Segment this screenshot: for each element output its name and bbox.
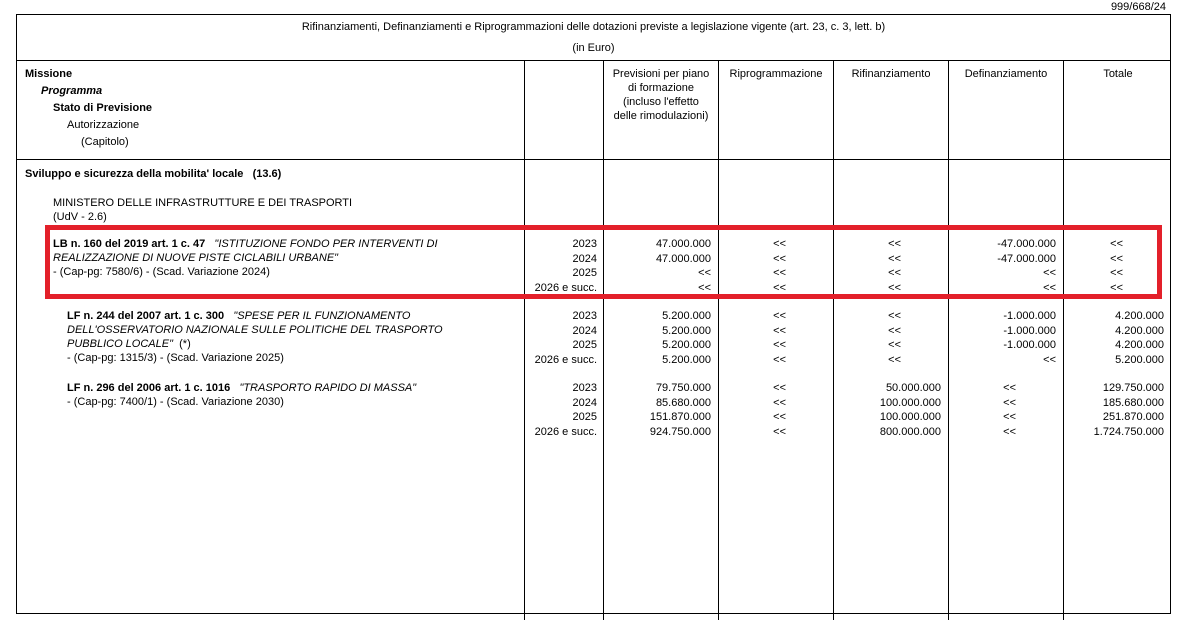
col-divider-previsioni bbox=[603, 60, 604, 620]
header-stato: Stato di Previsione bbox=[53, 102, 153, 114]
col-divider-riprogrammazione bbox=[718, 60, 719, 620]
document-id: 999/668/24 bbox=[1110, 1, 1166, 13]
previsioni-cell: 5.200.000 bbox=[662, 324, 711, 337]
entry-desc: "ISTITUZIONE FONDO PER INTERVENTI DI bbox=[214, 238, 438, 250]
rifinanziamento-cell: << bbox=[888, 238, 901, 250]
unit-label: (in Euro) bbox=[572, 42, 615, 54]
riprogrammazione-cell: << bbox=[773, 411, 786, 423]
ministry-name: MINISTERO DELLE INFRASTRUTTURE E DEI TRASPORTI bbox=[53, 197, 353, 209]
definanziamento-cell: << bbox=[1003, 425, 1016, 438]
riprogrammazione-cell: << bbox=[773, 324, 786, 337]
previsioni-cell: 924.750.000 bbox=[649, 425, 711, 438]
entry-lf-296-2006 bbox=[67, 381, 517, 409]
entry-desc: "SPESE PER IL FUNZIONAMENTO bbox=[233, 310, 411, 322]
totale-cell: << bbox=[1110, 267, 1123, 279]
definanziamento-cell: -1.000.000 bbox=[1003, 339, 1056, 351]
totale-cell: 185.680.000 bbox=[1102, 396, 1164, 409]
year-cell: 2025 bbox=[572, 267, 597, 279]
column-header-divider bbox=[17, 159, 1170, 160]
entry-note: (*) bbox=[179, 338, 191, 350]
rifinanziamento-cell: 100.000.000 bbox=[879, 411, 941, 423]
previsioni-cell: << bbox=[698, 267, 711, 279]
col-divider-rifinanziamento bbox=[833, 60, 834, 620]
rifinanziamento-cell: 50.000.000 bbox=[885, 382, 941, 394]
totale-cell: 251.870.000 bbox=[1102, 411, 1164, 423]
entry-cap: - (Cap-pg: 7580/6) - (Scad. Variazione 2024) bbox=[53, 266, 270, 278]
riprogrammazione-cell: << bbox=[773, 238, 786, 250]
entry-3-totale bbox=[1065, 381, 1164, 439]
entry-3-definanziamento bbox=[950, 381, 1016, 439]
year-cell: 2023 bbox=[572, 310, 597, 322]
entry-2-totale bbox=[1065, 309, 1164, 367]
entry-3-years bbox=[525, 381, 597, 439]
rifinanziamento-cell: << bbox=[888, 267, 901, 279]
entry-desc-cont: REALIZZAZIONE DI NUOVE PISTE CICLABILI URBANE" bbox=[53, 252, 339, 264]
totale-cell: << bbox=[1110, 281, 1123, 294]
totale-cell: 1.724.750.000 bbox=[1093, 425, 1164, 438]
col-divider-totale bbox=[1063, 60, 1064, 620]
entry-law: LF n. 296 del 2006 art. 1 c. 1016 bbox=[67, 382, 231, 394]
header-definanziamento: Definanziamento bbox=[964, 68, 1048, 80]
definanziamento-cell: << bbox=[1003, 396, 1016, 409]
header-riprogrammazione: Riprogrammazione bbox=[729, 68, 823, 80]
rifinanziamento-cell: << bbox=[888, 252, 901, 265]
year-cell: 2023 bbox=[572, 382, 597, 394]
totale-cell: 4.200.000 bbox=[1115, 339, 1164, 351]
rifinanziamento-cell: << bbox=[888, 324, 901, 337]
table-frame bbox=[16, 14, 1171, 614]
previsioni-cell: 5.200.000 bbox=[662, 353, 711, 366]
entry-2-rifinanziamento bbox=[835, 309, 901, 367]
definanziamento-cell: << bbox=[1043, 281, 1056, 294]
header-previsioni-line: Previsioni per piano bbox=[612, 68, 710, 80]
header-missione: Missione bbox=[25, 68, 73, 80]
header-previsioni bbox=[604, 67, 718, 123]
rifinanziamento-cell: << bbox=[888, 353, 901, 366]
riprogrammazione-cell: << bbox=[773, 396, 786, 409]
entry-lf-244-2007 bbox=[67, 309, 517, 365]
entry-cap: - (Cap-pg: 7400/1) - (Scad. Variazione 2030) bbox=[67, 396, 284, 408]
riprogrammazione-cell: << bbox=[773, 353, 786, 366]
highlight-box bbox=[45, 225, 1162, 299]
totale-cell: 4.200.000 bbox=[1115, 310, 1164, 322]
totale-cell: 129.750.000 bbox=[1102, 382, 1164, 394]
rifinanziamento-cell: << bbox=[888, 281, 901, 294]
year-cell: 2024 bbox=[572, 252, 597, 265]
totale-cell: << bbox=[1110, 252, 1123, 265]
header-autorizzazione: Autorizzazione bbox=[67, 119, 140, 131]
programma-label bbox=[25, 167, 281, 181]
entry-3-previsioni bbox=[605, 381, 711, 439]
previsioni-cell: 151.870.000 bbox=[649, 411, 711, 423]
year-cell: 2025 bbox=[572, 339, 597, 351]
rifinanziamento-cell: 800.000.000 bbox=[879, 425, 941, 438]
entry-desc: "TRASPORTO RAPIDO DI MASSA" bbox=[239, 382, 417, 394]
previsioni-cell: 5.200.000 bbox=[662, 310, 711, 322]
riprogrammazione-cell: << bbox=[773, 382, 786, 394]
previsioni-cell: 47.000.000 bbox=[655, 252, 711, 265]
header-divider bbox=[17, 60, 1170, 61]
year-cell: 2026 e succ. bbox=[534, 425, 597, 438]
definanziamento-cell: << bbox=[1043, 267, 1056, 279]
entry-law: LB n. 160 del 2019 art. 1 c. 47 bbox=[53, 238, 206, 250]
previsioni-cell: << bbox=[698, 281, 711, 294]
riprogrammazione-cell: << bbox=[773, 252, 786, 265]
programma-code: (13.6) bbox=[252, 168, 282, 180]
programma-name: Sviluppo e sicurezza della mobilita' locale bbox=[25, 168, 244, 180]
year-cell: 2023 bbox=[572, 238, 597, 250]
header-programma: Programma bbox=[41, 85, 103, 97]
entry-2-riprogrammazione bbox=[720, 309, 786, 367]
previsioni-cell: 79.750.000 bbox=[655, 382, 711, 394]
riprogrammazione-cell: << bbox=[773, 281, 786, 294]
previsioni-cell: 85.680.000 bbox=[655, 396, 711, 409]
rifinanziamento-cell: 100.000.000 bbox=[879, 396, 941, 409]
year-cell: 2026 e succ. bbox=[534, 281, 597, 294]
header-capitolo: (Capitolo) bbox=[81, 136, 129, 148]
riprogrammazione-cell: << bbox=[773, 267, 786, 279]
rifinanziamento-cell: << bbox=[888, 339, 901, 351]
definanziamento-cell: << bbox=[1003, 411, 1016, 423]
previsioni-cell: 47.000.000 bbox=[655, 238, 711, 250]
header-totale: Totale bbox=[1103, 68, 1133, 80]
year-cell: 2025 bbox=[572, 411, 597, 423]
definanziamento-cell: -47.000.000 bbox=[997, 238, 1056, 250]
header-previsioni-line: di formazione bbox=[627, 82, 695, 94]
definanziamento-cell: << bbox=[1003, 382, 1016, 394]
rifinanziamento-cell: << bbox=[888, 310, 901, 322]
col-divider-definanziamento bbox=[948, 60, 949, 620]
entry-2-years bbox=[525, 309, 597, 367]
header-rifinanziamento: Rifinanziamento bbox=[851, 68, 931, 80]
header-previsioni-line: delle rimodulazioni) bbox=[613, 110, 709, 122]
definanziamento-cell: -1.000.000 bbox=[1003, 324, 1056, 337]
entry-3-rifinanziamento bbox=[835, 381, 941, 439]
entry-2-previsioni bbox=[605, 309, 711, 367]
totale-cell: 4.200.000 bbox=[1115, 324, 1164, 337]
riprogrammazione-cell: << bbox=[773, 425, 786, 438]
year-cell: 2026 e succ. bbox=[534, 353, 597, 366]
header-previsioni-line: (incluso l'effetto bbox=[623, 96, 699, 108]
entry-desc-cont: PUBBLICO LOCALE" bbox=[67, 338, 173, 350]
definanziamento-cell: -47.000.000 bbox=[997, 252, 1056, 265]
year-cell: 2024 bbox=[572, 396, 597, 409]
definanziamento-cell: -1.000.000 bbox=[1003, 310, 1056, 322]
entry-law: LF n. 244 del 2007 art. 1 c. 300 bbox=[67, 310, 225, 322]
year-cell: 2024 bbox=[572, 324, 597, 337]
definanziamento-cell: << bbox=[1043, 353, 1056, 366]
entry-cap: - (Cap-pg: 1315/3) - (Scad. Variazione 2025) bbox=[67, 352, 284, 364]
ministry-udv: (UdV - 2.6) bbox=[53, 211, 107, 223]
totale-cell: << bbox=[1110, 238, 1123, 250]
entry-2-definanziamento bbox=[950, 309, 1056, 367]
totale-cell: 5.200.000 bbox=[1115, 353, 1164, 366]
previsioni-cell: 5.200.000 bbox=[662, 339, 711, 351]
table-title: Rifinanziamenti, Definanziamenti e Riprogrammazioni delle dotazioni previste a legislazione vigente (art. 23, c. 3, lett. b) bbox=[301, 21, 886, 33]
entry-desc-cont: DELL'OSSERVATORIO NAZIONALE SULLE POLITICHE DEL TRASPORTO bbox=[67, 324, 443, 336]
entry-3-riprogrammazione bbox=[720, 381, 786, 439]
riprogrammazione-cell: << bbox=[773, 310, 786, 322]
riprogrammazione-cell: << bbox=[773, 339, 786, 351]
